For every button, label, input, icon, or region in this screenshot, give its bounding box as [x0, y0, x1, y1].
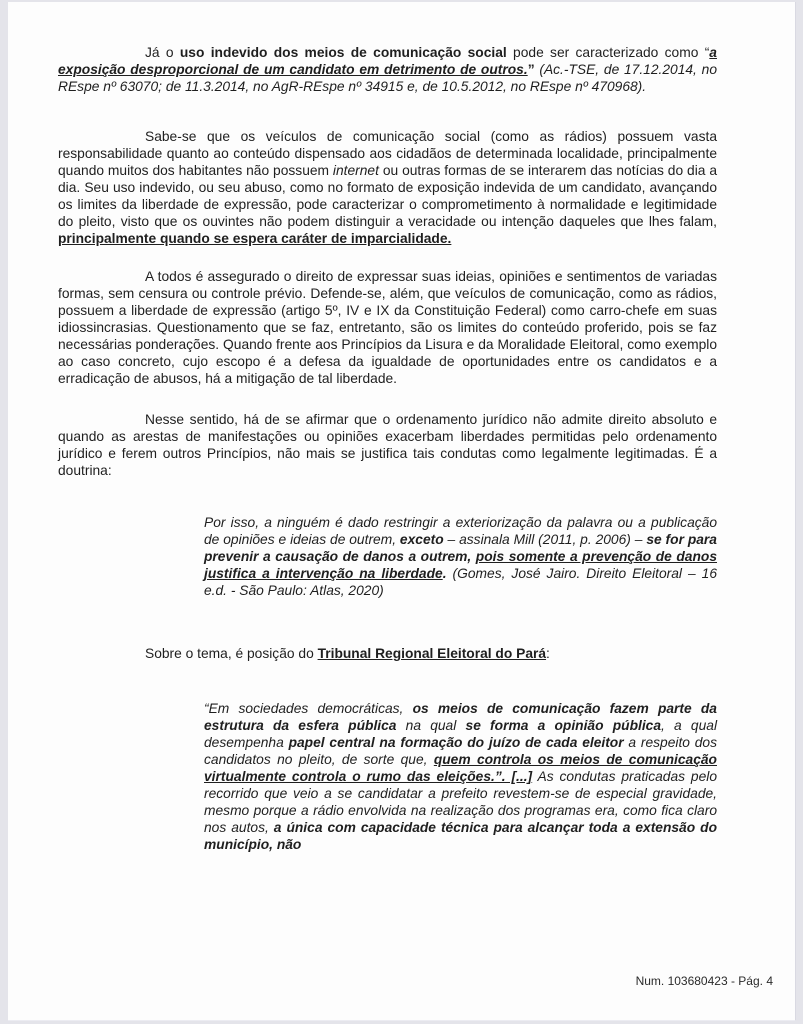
quote-tre-para	[204, 700, 717, 853]
text-segment: ”	[527, 62, 535, 77]
paragraph-ordenamento-juridico	[58, 411, 717, 479]
text-segment: a exposição desproporcional de um candidato em detrimento de outros.	[58, 45, 717, 77]
text-segment: exceto	[399, 532, 444, 547]
text-segment: na qual	[396, 718, 466, 733]
text-segment: , a qual desempenha	[204, 718, 718, 750]
text-segment: os meios de comunicação fazem parte da estrutura da esfera pública	[204, 701, 717, 733]
text-segment: “Em sociedades democráticas,	[204, 701, 413, 716]
text-segment: A todos é assegurado o direito de expressar suas ideias, opiniões e sentimentos de variadas formas, sem censura ou controle prévio. Defende-se, além, que veículos de comunicação, como as rádios, possuem a liberdade de expressão (artigo 5º, IV e IX da Constituição Federal) como carro-chefe em suas idiossincrasias. Questionamento que se faz, entretanto, são os limites do conteúdo proferido, pois se faz necessárias ponderações. Quando frente aos Princípios da Lisura e da Moralidade Eleitoral, como exemplo ao caso concreto, cujo escopo é a defesa da igualdade de oportunidades entre os candidatos e a erradicação de abusos, há a mitigação de tal liberdade.	[58, 269, 717, 386]
text-segment: papel central na formação do juízo de cada eleitor	[288, 735, 624, 750]
text-segment: ou outras formas de se interarem das notícias do dia a dia. Seu uso indevido, ou seu abuso, como no formato de exposição indevida de um candidato, avançando os limites da liberdade de expressão, pode caracterizar o comprometimento à normalidade e legitimidade do pleito, visto que os ouvintes não podem distinguir a veracidade ou intenção daqueles que lhes falam,	[58, 163, 717, 229]
page-number: Num. 103680423 - Pág. 4	[635, 974, 773, 988]
text-segment: se forma a opinião pública	[465, 718, 662, 733]
document-text-block	[58, 44, 717, 853]
quote-doutrina-gomes	[204, 514, 717, 599]
text-segment: – assinala Mill (2011, p. 2006) –	[443, 532, 647, 547]
text-segment: .	[442, 566, 447, 581]
paragraph-uso-indevido	[58, 44, 717, 95]
text-segment: Nesse sentido, há de se afirmar que o ordenamento jurídico não admite direito absoluto e quando as arestas de manifestações ou opiniões exacerbam liberdades permitidas pelo ordenamento jurídico e ferem outros Princípios, não mais se justifica tais condutas como legalmente legitimadas. É a doutrina:	[58, 412, 717, 478]
text-segment: a única com capacidade técnica para alcançar toda a extensão do município, não	[204, 820, 717, 852]
text-segment: Sabe-se que os veículos de comunicação social (como as rádios) possuem vasta responsabilidade quanto ao conteúdo dispensado aos cidadãos de determinada localidade, principalmente quando muitos dos habitantes não possuem	[58, 129, 717, 178]
text-segment: internet	[332, 163, 379, 178]
document-page	[8, 2, 796, 1021]
text-segment: Sobre o tema, é posição do	[145, 646, 318, 661]
text-segment: a respeito dos candidatos no pleito, de sorte que,	[204, 735, 717, 767]
text-segment: (Gomes, José Jairo. Direito Eleitoral – 16 e.d. - São Paulo: Atlas, 2020)	[204, 566, 718, 598]
paragraph-veiculos-de-comunicacao	[58, 128, 717, 247]
paragraph-direito-de-expressar	[58, 268, 717, 387]
text-segment: Por isso, a ninguém é dado restringir a exteriorização da palavra ou a publicação de opiniões e ideias de outrem,	[204, 515, 717, 547]
text-segment: quem controla os meios de comunicação virtualmente controla o rumo das eleições.”. [...]	[204, 752, 717, 784]
text-segment: pois somente a prevenção de danos justifica a intervenção na liberdade	[204, 549, 718, 581]
text-segment: principalmente quando se espera caráter de imparcialidade.	[58, 231, 452, 246]
text-segment: se for para prevenir a causação de danos a outrem,	[204, 532, 717, 564]
text-segment: Tribunal Regional Eleitoral do Pará	[317, 646, 547, 661]
text-segment: pode ser caracterizado como “	[506, 45, 710, 60]
text-segment: uso indevido dos meios de comunicação social	[179, 45, 507, 60]
text-segment: :	[546, 646, 550, 661]
text-segment: (Ac.-TSE, de 17.12.2014, no REspe nº 63070; de 11.3.2014, no AgR-REspe nº 34915 e, de 10.5.2012, no REspe nº 470968).	[58, 62, 717, 94]
paragraph-sobre-o-tema	[58, 645, 717, 662]
text-segment: Já o	[145, 45, 180, 60]
text-segment: As condutas praticadas pelo recorrido que veio a se candidatar a prefeito revestem-se de especial gravidade, mesmo porque a rádio envolvida na realização dos programas era, como fica claro nos autos,	[204, 769, 717, 835]
